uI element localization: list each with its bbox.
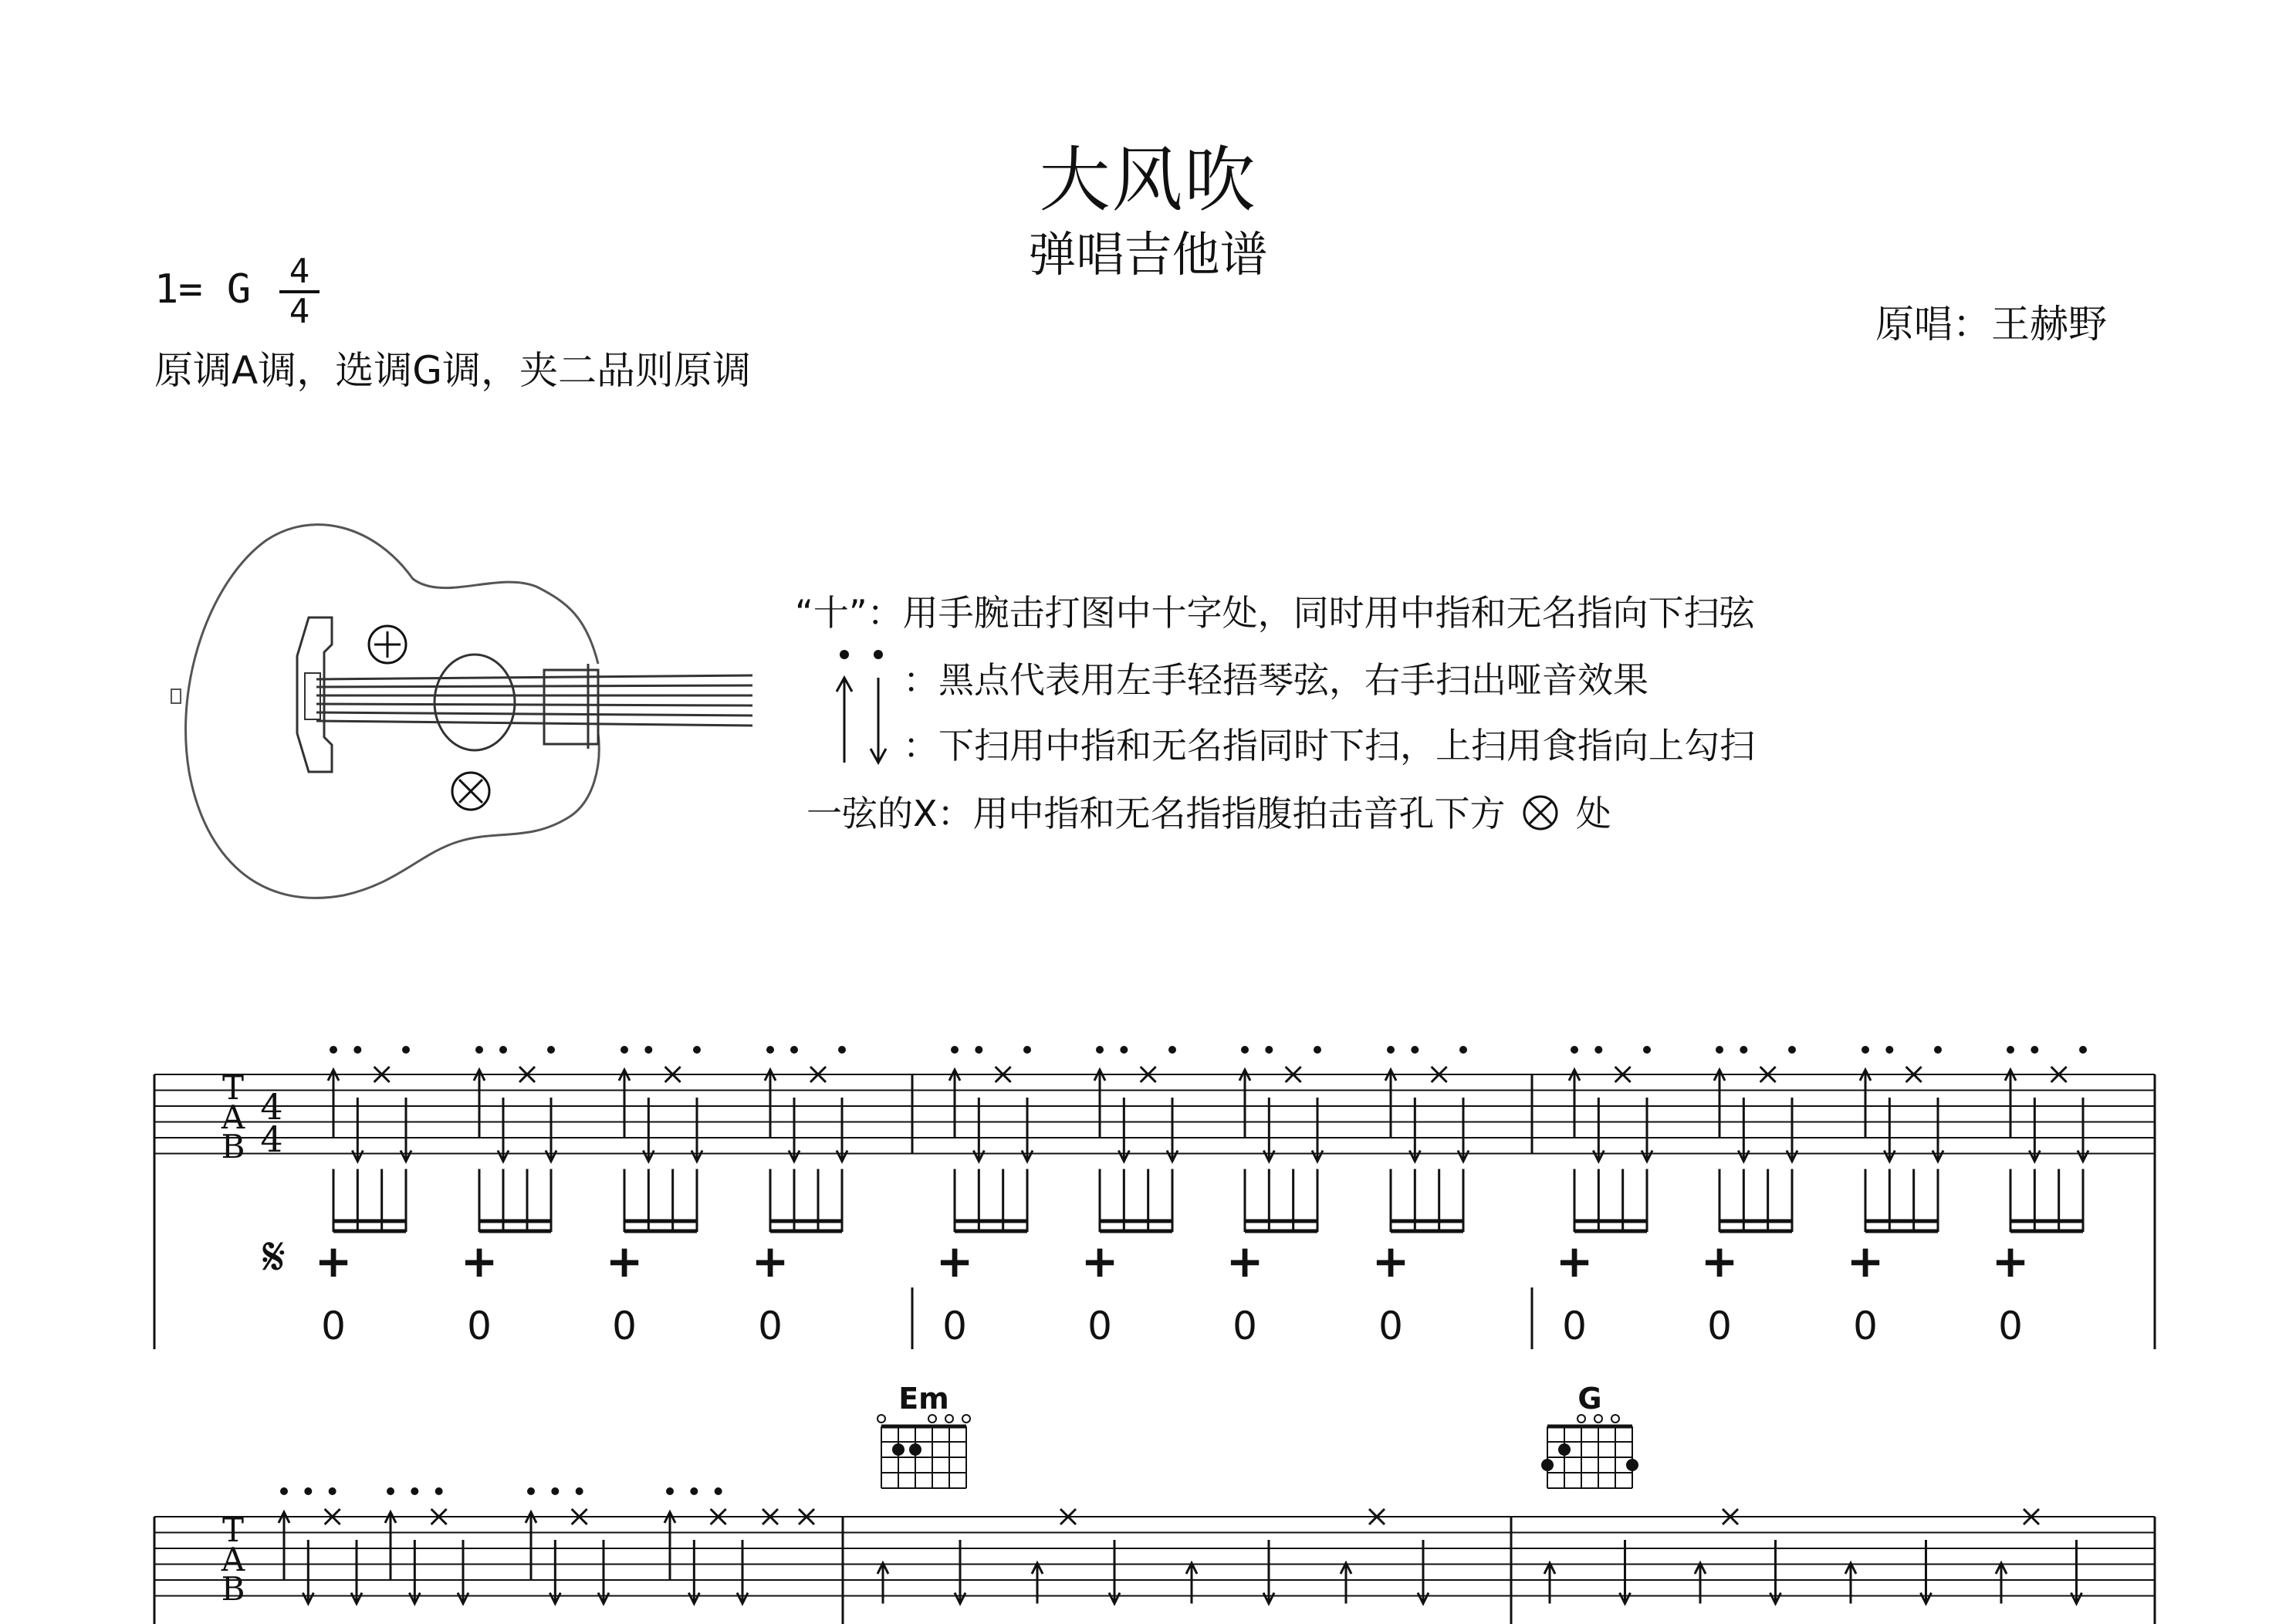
- mute-dot: [975, 1046, 982, 1054]
- mute-dot: [644, 1046, 652, 1054]
- zero-marker: 0: [942, 1304, 967, 1348]
- zero-marker: 0: [758, 1304, 783, 1348]
- mute-dot: [1934, 1046, 1942, 1054]
- finger-dot: [1541, 1459, 1554, 1471]
- strum-group: [1544, 1563, 1555, 1604]
- mute-dot: [547, 1046, 555, 1054]
- mute-dot: [1168, 1046, 1176, 1054]
- mute-dot: [1265, 1046, 1273, 1054]
- open-string: [877, 1415, 885, 1423]
- mute-dot: [666, 1487, 674, 1495]
- mute-dot: [1023, 1046, 1031, 1054]
- mute-dot: [402, 1046, 410, 1054]
- mute-dot: [304, 1487, 312, 1495]
- mute-dot: [576, 1487, 583, 1495]
- strum-group: [955, 1540, 965, 1604]
- song-title: 大风吹: [1039, 139, 1257, 222]
- mute-dot: [1885, 1046, 1893, 1054]
- tab-letter-B: B: [221, 1128, 245, 1166]
- plus-marker: +: [1371, 1235, 1410, 1287]
- beat-group-2: [279, 1487, 362, 1604]
- strum-group: [1186, 1563, 1197, 1604]
- tab-letter-A: A: [221, 1541, 245, 1578]
- plus-marker: +: [1226, 1235, 1264, 1287]
- time-signature-top: 4: [289, 252, 310, 291]
- plus-marker: +: [751, 1235, 790, 1287]
- open-string: [962, 1415, 970, 1423]
- mute-dot: [2079, 1046, 2087, 1054]
- strum-group: [1620, 1540, 1631, 1604]
- mute-dot: [387, 1487, 394, 1495]
- strum-group: [2071, 1540, 2082, 1604]
- mute-dot: [280, 1487, 288, 1495]
- song-subtitle: 弹唱吉他谱: [1028, 226, 1268, 283]
- mute-dot: [353, 1046, 361, 1054]
- zero-marker: 0: [1853, 1304, 1878, 1348]
- mute-dot: [838, 1046, 846, 1054]
- plus-marker: +: [314, 1235, 353, 1287]
- plus-marker: +: [1846, 1235, 1885, 1287]
- mute-dot: [551, 1487, 559, 1495]
- strum-group: [877, 1563, 888, 1604]
- time-signature-bottom: 4: [289, 292, 310, 331]
- zero-marker: 0: [1087, 1304, 1112, 1348]
- strum-group: [1032, 1509, 1076, 1604]
- beat-group-2: [664, 1487, 748, 1604]
- tab-letter-B: B: [221, 1570, 245, 1608]
- legend-arrows: ：下扫用中指和无名指同时下扫，上扫用食指向上勾扫: [903, 725, 1755, 766]
- mute-dot: [1096, 1046, 1104, 1054]
- strum-group: [1418, 1540, 1429, 1604]
- system1-staff: [154, 1074, 2155, 1154]
- mute-dot: [1788, 1046, 1796, 1054]
- mute-dot: [1643, 1046, 1651, 1054]
- tab-letter-T: T: [221, 1511, 245, 1549]
- finger-dot: [1626, 1459, 1638, 1471]
- mute-dot: [1241, 1046, 1249, 1054]
- mute-dot: [1387, 1046, 1395, 1054]
- segno-sign: 𝄋: [262, 1225, 286, 1288]
- mute-dot: [1411, 1046, 1419, 1054]
- strum-group: [1921, 1540, 1932, 1604]
- mute-dot: [1459, 1046, 1467, 1054]
- zero-marker: 0: [321, 1304, 346, 1348]
- tab-ts-top: 4: [260, 1086, 283, 1128]
- mute-dot: [790, 1046, 798, 1054]
- plus-marker: +: [1555, 1235, 1594, 1287]
- plus-marker: +: [1700, 1235, 1739, 1287]
- zero-marker: 0: [1998, 1304, 2023, 1348]
- zero-marker: 0: [1562, 1304, 1587, 1348]
- original-key-note: 原调A调，选调G调，夹二品则原调: [154, 348, 751, 393]
- legend-plus: “十”：用手腕击打图中十字处，同时用中指和无名指向下扫弦: [795, 592, 1755, 634]
- finger-dot: [892, 1443, 905, 1456]
- mute-dot: [693, 1046, 701, 1054]
- chord-name-em: Em: [898, 1382, 949, 1416]
- zero-marker: 0: [467, 1304, 492, 1348]
- mute-dot: [475, 1046, 483, 1054]
- mute-dot: [620, 1046, 628, 1054]
- chord-diagram-em: [877, 1415, 970, 1488]
- tab-ts-bottom: 4: [260, 1118, 283, 1160]
- open-string: [1577, 1415, 1585, 1423]
- strum-group: [1845, 1563, 1856, 1604]
- chord-diagram-g: [1541, 1415, 1638, 1488]
- mute-dot: [329, 1487, 336, 1495]
- mute-dot: [1594, 1046, 1602, 1054]
- key-label: 1= G: [154, 266, 252, 313]
- mute-dot: [1716, 1046, 1723, 1054]
- mute-dot: [1120, 1046, 1128, 1054]
- mute-dot: [951, 1046, 959, 1054]
- plus-marker: +: [605, 1235, 644, 1287]
- mute-dot: [2007, 1046, 2014, 1054]
- mute-dot: [1861, 1046, 1869, 1054]
- mute-dot: [1740, 1046, 1747, 1054]
- open-string: [1594, 1415, 1602, 1423]
- mute-dot: [499, 1046, 507, 1054]
- plus-marker: +: [460, 1235, 499, 1287]
- tab-letter-T: T: [221, 1069, 245, 1107]
- zero-marker: 0: [612, 1304, 637, 1348]
- plus-marker: +: [935, 1235, 974, 1287]
- mute-dot: [527, 1487, 535, 1495]
- strum-group: [1109, 1540, 1120, 1604]
- strum-group: [1996, 1509, 2039, 1604]
- open-string: [928, 1415, 936, 1423]
- mute-dot: [1314, 1046, 1321, 1054]
- mute-dot: [2031, 1046, 2038, 1054]
- legend-x-suffix: 处: [1575, 793, 1611, 834]
- zero-marker: 0: [1707, 1304, 1732, 1348]
- finger-dot: [909, 1443, 921, 1456]
- plus-marker: +: [1080, 1235, 1119, 1287]
- open-string: [945, 1415, 953, 1423]
- mute-dot: [715, 1487, 722, 1495]
- mute-dot: [766, 1046, 774, 1054]
- beat-group-2: [526, 1487, 609, 1604]
- zero-marker: 0: [1233, 1304, 1257, 1348]
- strum-group: [1770, 1540, 1781, 1604]
- system2-staff: [154, 1517, 2155, 1596]
- plus-marker: +: [1991, 1235, 2030, 1287]
- strum-group: [1263, 1540, 1274, 1604]
- strum-group: [1341, 1509, 1385, 1604]
- mute-dot: [435, 1487, 443, 1495]
- mute-dot: [1571, 1046, 1578, 1054]
- mute-dot: [330, 1046, 337, 1054]
- legend-dots: ：黑点代表用左手轻捂琴弦，右手扫出哑音效果: [903, 659, 1648, 701]
- strum-group: [1695, 1509, 1738, 1604]
- open-string: [1611, 1415, 1619, 1423]
- tab-letter-A: A: [221, 1098, 245, 1136]
- mute-dot: [690, 1487, 698, 1495]
- finger-dot: [1558, 1443, 1571, 1456]
- legend-x-prefix: 一弦的X：用中指和无名指指腹拍击音孔下方: [806, 793, 1506, 834]
- mute-dot: [411, 1487, 418, 1495]
- chord-name-g: G: [1577, 1382, 1602, 1416]
- zero-marker: 0: [1378, 1304, 1403, 1348]
- original-singer: 原唱：王赫野: [1875, 302, 2107, 347]
- beat-group-2: [385, 1487, 468, 1604]
